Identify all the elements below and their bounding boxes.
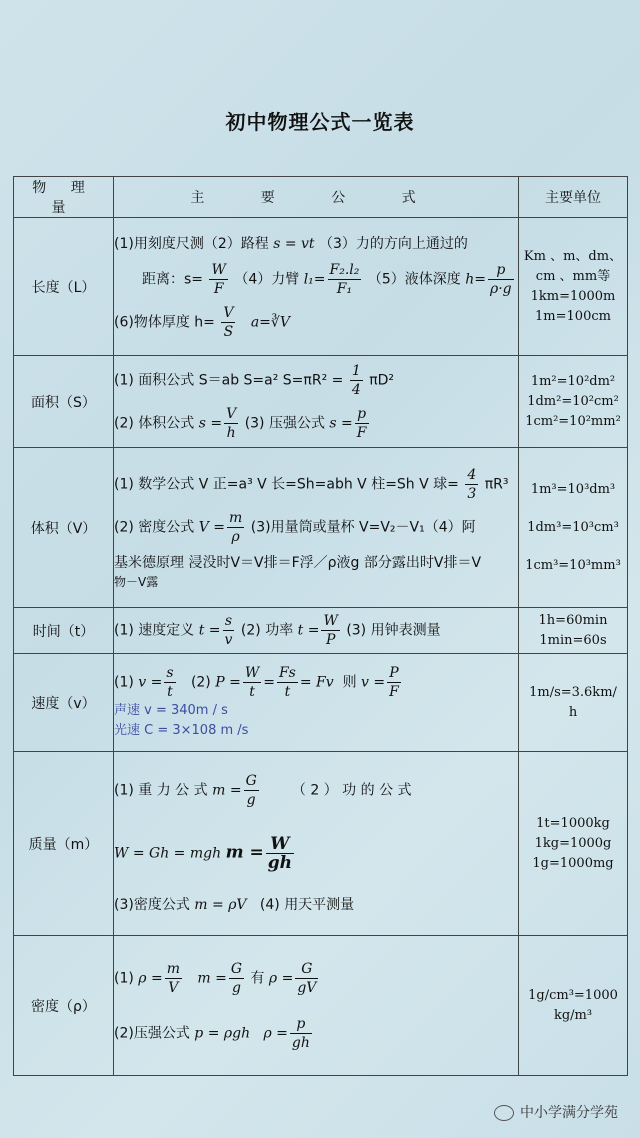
unit-cell: 1h=60min 1min=60s — [519, 608, 628, 654]
formula-line: (1) ρ = $\frac{m}{V}$ m = $\frac{G}{g}$ 有 ρ = $\frac{G}{gV}$ — [114, 960, 317, 996]
formula-cell — [114, 654, 519, 752]
quantity-name: 体积（V） — [14, 448, 114, 608]
header-formula: 主 要 公 式 — [114, 177, 519, 218]
unit-cell: 1g/cm³=1000 kg/m³ — [519, 936, 628, 1076]
table-row-volume — [14, 448, 628, 608]
table-row-density — [14, 936, 628, 1076]
header-unit: 主要单位 — [519, 177, 628, 218]
formula-line: (1)用刻度尺测（2）路程 s = vt （3）力的方向上通过的 — [114, 235, 468, 252]
quantity-name: 长度（L） — [14, 218, 114, 356]
header-row — [14, 177, 628, 218]
formula-cell — [114, 356, 519, 448]
formula-line: 基米德原理 浸没时V＝V排＝F浮／ρ液g 部分露出时V排＝V — [114, 554, 482, 571]
formula-cell — [114, 608, 519, 654]
formula-cell — [114, 936, 519, 1076]
wechat-icon — [494, 1105, 514, 1121]
table-row-area — [14, 356, 628, 448]
formula-line: (6)物体厚度 h= $\frac{V}{S}$ a=∛V — [114, 304, 290, 340]
formula-line: (2)压强公式 p = ρgh ρ = $\frac{p}{gh}$ — [114, 1015, 310, 1051]
formula-cell — [114, 752, 519, 936]
formula-cell — [114, 218, 519, 356]
formula-line: 物－V露 — [114, 574, 159, 589]
formula-line: 距离：s= $\frac{W}{F}$ （4）力臂 l₁= $\frac{\text{F₂.l₂}}{\text{F₁}}$ （5）液体深度 h= $\frac{p}{\rho\cdot g}$ — [142, 261, 512, 297]
unit-cell: Km 、m、dm、 cm 、mm等 1km=1000m 1m=100cm — [519, 218, 628, 356]
unit-cell: 1m³=10³dm³ 1dm³=10³cm³ 1cm³=10³mm³ — [519, 448, 628, 608]
quantity-name: 速度（v） — [14, 654, 114, 752]
table-row-speed — [14, 654, 628, 752]
table-row-mass — [14, 752, 628, 936]
table-row-length — [14, 218, 628, 356]
formula-line: (1) 数学公式 V 正=a³ V 长=Sh=abh V 柱=Sh V 球= $\frac{4}{3}$ πR³ — [114, 466, 509, 502]
formula-line: (1) 速度定义 t = $\frac{s}{v}$ (2) 功率 t = $\frac{W}{P}$ (3) 用钟表测量 — [114, 613, 441, 648]
unit-cell: 1m²=10²dm² 1dm²=10²cm² 1cm²=10²mm² — [519, 356, 628, 448]
formula-line: W = Gh = mgh m = $\frac{W}{gh}$ — [114, 833, 292, 873]
quantity-name: 密度（ρ） — [14, 936, 114, 1076]
header-quantity: 物 理 量 — [14, 177, 114, 218]
formula-line: (2) 密度公式 V = $\frac{m}{\rho}$ (3)用量筒或量杯 V=V₂－V₁（4）阿 — [114, 509, 476, 545]
formula-line: (2) 体积公式 s = $\frac{V}{h}$ (3) 压强公式 s = $\frac{p}{F}$ — [114, 405, 367, 441]
light-speed: 光速 C = 3×108 m /s — [114, 723, 249, 738]
formula-line: (1) 面积公式 S＝ab S=a² S=πR² = $\frac{1}{4}$ πD² — [114, 362, 395, 398]
page-title: 初中物理公式一览表 — [225, 110, 415, 134]
unit-cell: 1m/s=3.6km/ h — [519, 654, 628, 752]
table-row-time — [14, 608, 628, 654]
quantity-name: 面积（S） — [14, 356, 114, 448]
formula-table — [13, 176, 628, 1076]
formula-cell — [114, 448, 519, 608]
formula-line: (3)密度公式 m = ρV (4) 用天平测量 — [114, 896, 355, 913]
quantity-name: 时间（t） — [14, 608, 114, 654]
unit-cell: 1t=1000kg 1kg=1000g 1g=1000mg — [519, 752, 628, 936]
formula-line: (1) 重 力 公 式 m = $\frac{G}{g}$ （ 2 ） 功 的 公 式 — [114, 772, 412, 808]
formula-line: (1) v = $\frac{s}{t}$ (2) P = $\frac{W}{t}$ = $\frac{Fs}{t}$ = Fv 则 v = $\frac{P}{F}$ — [114, 665, 399, 700]
watermark: 中小学满分学苑 — [494, 1102, 618, 1122]
sound-speed: 声速 v = 340m / s — [114, 703, 228, 718]
quantity-name: 质量（m） — [14, 752, 114, 936]
